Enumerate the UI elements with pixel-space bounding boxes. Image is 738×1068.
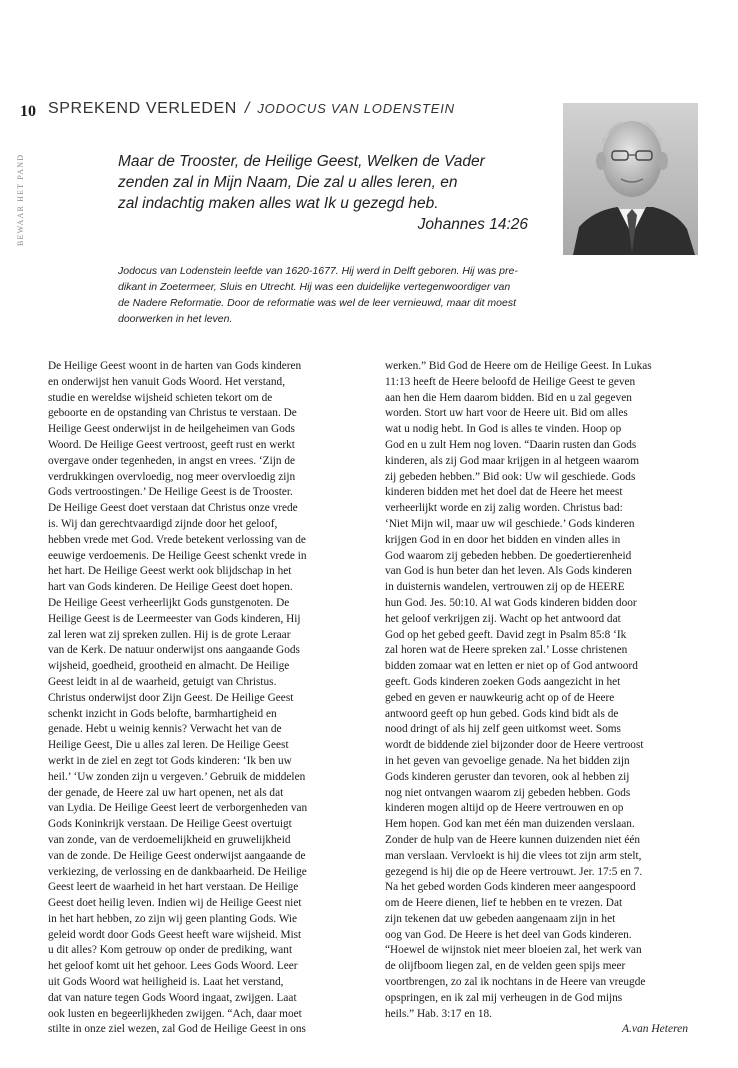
article-author: A.van Heteren xyxy=(622,1023,688,1035)
article-line: gezegend is hij die op de Heere vertrouwt. Jer. 17:5 en 7. xyxy=(385,865,643,878)
article-line: Gods vertroostingen.’ De Heilige Geest is de Trooster. xyxy=(48,486,293,499)
article-line: worden. Stort uw hart voor de Heere uit. Bid om alles xyxy=(385,407,628,420)
article-line: wordt de biddende ziel bijzonder door de Heere vertroost xyxy=(385,739,644,752)
article-line: en onderwijst hen vanuit Gods Woord. Het verstand, xyxy=(48,375,286,388)
article-line: overgave onder tegenheden, in angst en vrees. ‘Zijn de xyxy=(48,454,295,467)
article-line: geeft. Gods kinderen zoeken Gods aangezicht in het xyxy=(385,675,621,688)
bio-line: doorwerken in het leven. xyxy=(118,313,233,325)
article-line: Gods Koninkrijk verstaan. De Heilige Geest overtuigt xyxy=(48,818,292,831)
article-line: heil.’ ‘Uw zonden zijn u vergeven.’ Gebruik de middelen xyxy=(48,770,306,783)
article-line: genade. Hebt u weinig kennis? Verwacht het van de xyxy=(48,723,282,736)
article-line: Gods kinderen geruster dan tevoren, ook al hebben zij xyxy=(385,770,630,783)
article-line: De Heilige Geest woont in de harten van Gods kinderen xyxy=(48,360,302,372)
article-line: in het hart hebben, zo zijn wij geen planting Gods. Wie xyxy=(48,912,298,925)
article-line: het geloof komt uit het gehoor. Lees Gods Woord. Leer xyxy=(48,960,298,973)
article-line: hart van Gods kinderen. De Heilige Geest doet hopen. xyxy=(48,581,293,594)
article-line: stilte in onze ziel wezen, zal God de Heilige Geest in ons xyxy=(48,1023,306,1036)
bio-line: de Nadere Reformatie. Door de reformatie was wel de leer vernieuwd, maar dit moest xyxy=(118,297,517,309)
article-line: van Lydia. De Heilige Geest leert de verborgenheden van xyxy=(48,802,308,815)
article-line: werkt in de ziel en zegt tot Gods kinderen: ‘Ik ben uw xyxy=(48,754,292,767)
article-line: verkiezing, de verlossing en de dankbaarheid. De Heilige xyxy=(48,865,307,878)
article-line: eeuwige verdoemenis. De Heilige Geest schenkt vrede in xyxy=(48,549,307,562)
article-line: Heilige Geest onderwijst in de heilgeheimen van Gods xyxy=(48,423,295,436)
article-line: wijsheid, goedheid, grootheid en almacht. De Heilige xyxy=(48,660,290,673)
article-line: der genade, de Heere zal uw hart openen, net als dat xyxy=(48,786,284,799)
article-column-left xyxy=(48,359,348,1038)
article-line: De Heilige Geest doet verstaan dat Christus onze vrede xyxy=(48,502,298,515)
article-line: geleid wordt door Gods Geest heeft ware wijsheid. Mist xyxy=(48,928,302,941)
article-line: Geest leert de waarheid in het hart verstaan. De Heilige xyxy=(48,881,299,894)
subject-title: JODOCUS VAN LODENSTEIN xyxy=(257,101,455,116)
article-line: schenkt inzicht in Gods belofte, barmhartigheid en xyxy=(48,707,277,720)
article-line: geboorte en de opstanding van Christus te verstaan. De xyxy=(48,407,297,420)
article-line: zal horen wat de Heere spreken zal.’ Losse christenen xyxy=(385,644,628,657)
article-line: het hart. De Heilige Geest werkt ook blijdschap in het xyxy=(48,565,292,578)
article-line: hun God. Jes. 50:10. Al wat Gods kinderen bidden door xyxy=(385,596,637,609)
article-line: van de zonde. De Heilige Geest onderwijst aangaande de xyxy=(48,849,306,862)
article-line: Woord. De Heilige Geest vertroost, geeft rust en werkt xyxy=(48,438,295,451)
article-line: verdrukkingen overvloedig, nog meer overvloedig zijn xyxy=(48,470,296,483)
article-line: Zonder de hulp van de Heere kunnen duizenden niet één xyxy=(385,833,641,846)
article-line: uit Gods Woord wat heiligheid is. Laat het verstand, xyxy=(48,976,284,989)
article-line: van zonde, van de verdoemelijkheid en gruwelijkheid xyxy=(48,833,291,846)
article-line: 11:13 heeft de Heere beloofd de Heilige Geest te geven xyxy=(385,375,636,388)
article-line: gebed en geven er nauwkeurig acht op of de Heere xyxy=(385,691,615,704)
article-line: hebben vrede met God. Vrede betekent verlossing van de xyxy=(48,533,306,546)
article-line: in duisternis wandelen, vertrouwen zij op de HEERE xyxy=(385,581,625,594)
article-line: de olijfboom liegen zal, en de velden geen spijs meer xyxy=(385,960,626,973)
article-line: om de Heere dienen, lief te hebben en te vrezen. Dat xyxy=(385,897,623,910)
article-line: van de Kerk. De natuur onderwijst ons aangaande Gods xyxy=(48,644,300,657)
header-separator: / xyxy=(244,100,250,117)
article-line: Geest doet heilig leven. Indien wij de Heilige Geest niet xyxy=(48,897,302,910)
bio-line: Jodocus van Lodenstein leefde van 1620-1677. Hij werd in Delft geboren. Hij was pre- xyxy=(118,265,518,277)
article-line: Geest leidt in al de waarheid, getuigt van Christus. xyxy=(48,675,277,688)
author-bio xyxy=(118,263,558,327)
portrait-photo xyxy=(563,103,698,255)
article-line: nood dringt of als hij zelf geen uitkomst weet. Soms xyxy=(385,723,621,736)
article-line: heils.” Hab. 3:17 en 18. xyxy=(385,1007,492,1020)
article-line: Christus onderwijst door Zijn Geest. De Heilige Geest xyxy=(48,691,294,704)
article-line: studie en wereldse wijsheid schieten tekort om de xyxy=(48,391,273,404)
page-number: 10 xyxy=(20,103,36,120)
quote-line: Maar de Trooster, de Heilige Geest, Welken de Vader xyxy=(118,153,485,170)
quote-line: zal indachtig maken alles wat Ik u gezegd heb. xyxy=(118,195,439,212)
bio-line: dikant in Zoetermeer, Sluis en Utrecht. Hij was een duidelijke vertegenwoordiger van xyxy=(118,281,511,293)
article-line: nog niet ontvangen waarom zij gebeden hebben. Gods xyxy=(385,786,631,799)
article-line: oog van God. De Heere is het deel van Gods kinderen. xyxy=(385,928,632,941)
article-line: dat van nature tegen Gods Woord ingaat, zwijgen. Laat xyxy=(48,991,297,1004)
article-line: Hem hopen. God kan met één man duizenden verslaan. xyxy=(385,818,635,831)
article-line: aan hen die Hem daarom bidden. Bid en u zal gegeven xyxy=(385,391,632,404)
article-line: kinderen mogen altijd op de Heere vertrouwen en op xyxy=(385,802,624,815)
article-line: verheerlijkt worde en zij zalig worden. Christus bad: xyxy=(385,502,623,515)
article-line: wat u nodig hebt. In God is alles te vinden. Hoop op xyxy=(385,423,622,436)
article-line: God op het gebed geeft. David zegt in Psalm 85:8 ‘Ik xyxy=(385,628,627,641)
article-line: kinderen, als zij God maar krijgen in al hetgeen waarom xyxy=(385,454,640,467)
article-line: zij gebeden hebben.” Bid ook: Uw wil geschiede. Gods xyxy=(385,470,636,483)
article-line: Na het gebed worden Gods kinderen meer aangespoord xyxy=(385,881,636,894)
article-line: het geloof verkrijgen zij. Wacht op het antwoord dat xyxy=(385,612,621,625)
article-line: God waarom zij gebeden hebben. De goedertierenheid xyxy=(385,549,632,562)
article-line: God en u zult Hem nog loven. “Daarin rusten dan Gods xyxy=(385,438,637,451)
header xyxy=(48,100,455,118)
side-label xyxy=(14,138,34,248)
article-line: antwoord geeft op hun gebed. Gods kind bidt als de xyxy=(385,707,619,720)
article-line: voortbrengen, zo zal ik nochtans in de Heere van vreugde xyxy=(385,976,646,989)
side-label-text: BEWAAR HET PAND xyxy=(16,153,25,246)
article-line: krijgen God in en door het bidden en vinden alles in xyxy=(385,533,621,546)
article-line: zijn tekenen dat uw gebeden aangenaam zijn in het xyxy=(385,912,616,925)
article-line: in het geven van gevoelige genade. Na het bidden zijn xyxy=(385,754,630,767)
article-line: opspringen, en ik zal mij verheugen in de God mijns xyxy=(385,991,623,1004)
article-line: man verslaan. Vervloekt is hij die vlees tot zijn arm stelt, xyxy=(385,849,642,862)
article-line: ‘Niet Mijn wil, maar uw wil geschiede.’ Gods kinderen xyxy=(385,517,635,530)
article-line: “Hoewel de wijnstok niet meer bloeien zal, het werk van xyxy=(385,944,642,957)
article-line: kinderen bidden met het doel dat de Heere het meest xyxy=(385,486,623,499)
article-line: is. Wij dan gerechtvaardigd zijnde door het geloof, xyxy=(48,517,278,530)
article-line: De Heilige Geest verheerlijkt Gods gunstgenoten. De xyxy=(48,596,290,609)
quote-line: zenden zal in Mijn Naam, Die zal u alles leren, en xyxy=(118,174,458,191)
scripture-quote xyxy=(118,151,558,235)
article-line: van God is hun beter dan het leven. Als Gods kinderen xyxy=(385,565,632,578)
article-line: Heilige Geest is de Leermeester van Gods kinderen, Hij xyxy=(48,612,301,625)
series-title: SPREKEND VERLEDEN xyxy=(48,100,237,117)
article-line: bidden zomaar wat en letten er niet op of God antwoord xyxy=(385,660,638,673)
article-line: ook lusten en begeerlijkheden zwijgen. “Ach, daar moet xyxy=(48,1007,302,1020)
article-line: werken.” Bid God de Heere om de Heilige Geest. In Lukas xyxy=(385,360,652,372)
quote-reference: Johannes 14:26 xyxy=(417,216,528,233)
article-column-right xyxy=(385,359,685,1022)
article-line: u dit alles? Kom getrouw op onder de prediking, want xyxy=(48,944,293,957)
article-line: zal leren wat zij spreken zullen. Hij is de grote Leraar xyxy=(48,628,291,641)
article-line: Heilige Geest, Die u alles zal leren. De Heilige Geest xyxy=(48,739,289,752)
